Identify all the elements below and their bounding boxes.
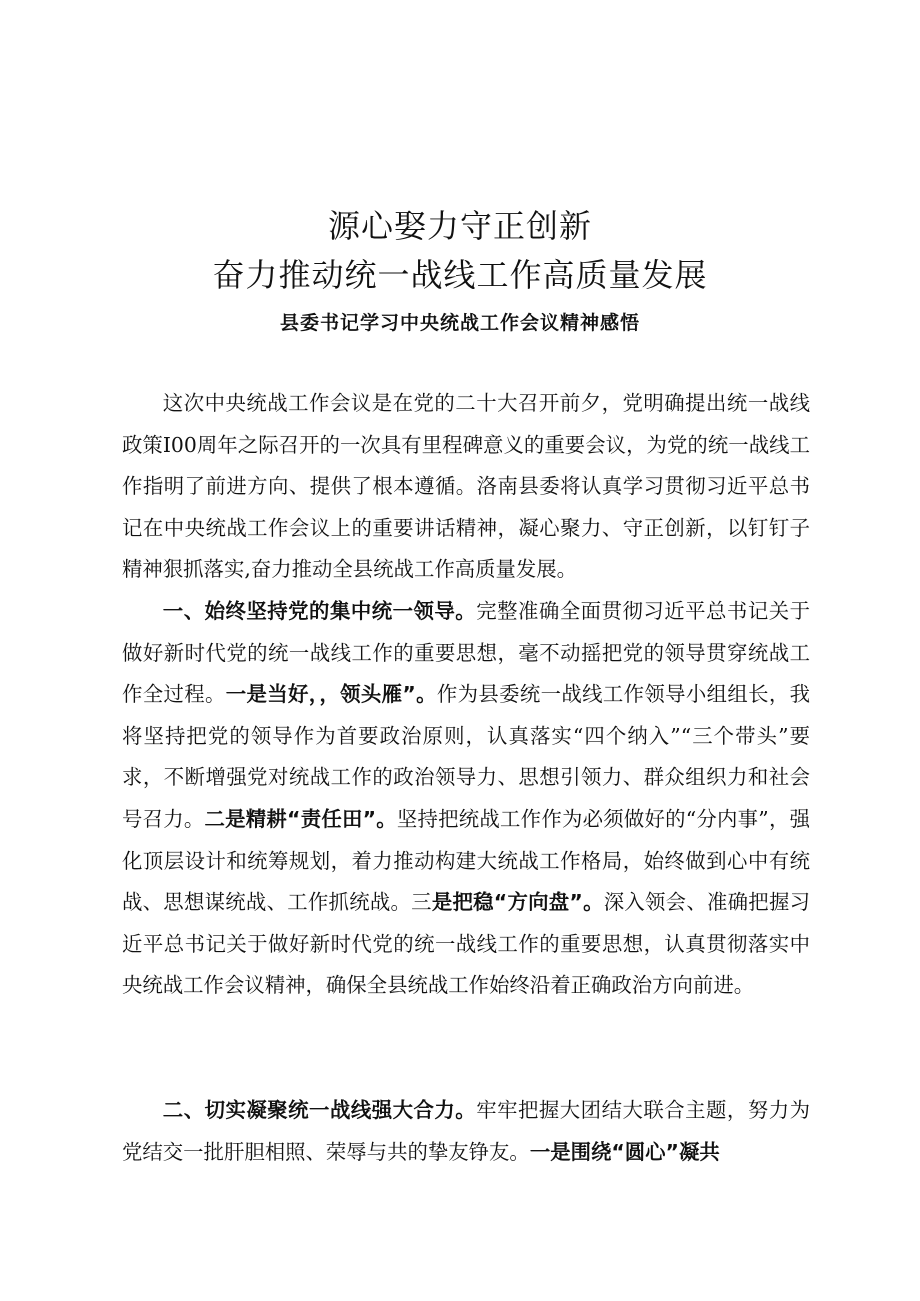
section-2-paragraph xyxy=(122,1090,810,1173)
title-line-2: 奋力推动统一战线工作高质量发展 xyxy=(212,256,708,294)
subtitle: 县委书记学习中央统战工作会议精神感悟 xyxy=(279,312,640,334)
intro-paragraph xyxy=(122,383,810,591)
section-1-point-3-heading: 是把稳“方向盘”。 xyxy=(431,890,604,915)
section-1-text xyxy=(122,591,810,1007)
section-2-text xyxy=(122,1090,810,1173)
section-2-point-1-heading: 一是围绕“圆心”凝共 xyxy=(529,1139,720,1164)
section-1-point-2-heading: 二是精耕“责任田”。 xyxy=(204,806,397,831)
section-2-text-1: 牢牢把握大团结大联合主题，努力为党结交一批肝胆相照、荣辱与共的挚友铮友。 xyxy=(122,1098,810,1164)
section-1-text-3: 坚持把统战工作作为必须做好的“分内事”，强化顶层设计和统筹规划，着力推动构建大统战工作格局，始终做到心中有统战、思想谋统战、工作抓统战。三 xyxy=(122,806,810,915)
section-2-heading: 二、切实凝聚统一战线强大合力。 xyxy=(162,1098,477,1122)
section-1-point-1-heading: 一是当好，，领头雁”。 xyxy=(225,682,437,707)
section-1-paragraph xyxy=(122,591,810,1007)
title-line-1: 源心娶力守正创新 xyxy=(327,207,592,245)
section-1-text-4: 深入领会、准确把握习近平总书记关于做好新时代党的统一战线工作的重要思想，认真贯彻落实中央统战工作会议精神，确保全县统战工作始终沿着正确政治方向前进。 xyxy=(122,890,810,998)
section-1-text-2: 作为县委统一战线工作领导小组组长，我将坚持把党的领导作为首要政治原则，认真落实“四个纳入”“三个带头”要求，不断增强党对统战工作的政治领导力、思想引领力、群众组织力和社会号召力。 xyxy=(122,682,811,831)
section-1-heading: 一、始终坚持党的集中统一领导。 xyxy=(162,599,477,623)
section-1-text-1: 完整准确全面贯彻习近平总书记关于做好新时代党的统一战线工作的重要思想，毫不动摇把党的领导贯穿统战工作全过程。 xyxy=(122,599,810,707)
intro-text: 这次中央统战工作会议是在党的二十大召开前夕，党明确提出统一战线政策I00周年之际召开的一次具有里程碑意义的重要会议，为党的统一战线工作指明了前进方向、提供了根本遵循。洛南县委将认真学习贯彻习近平总书记在中央统战工作会议上的重要讲话精神，凝心聚力、守正创新，以钉钉子精神狠抓落实,奋力推动全县统战工作高质量发展。 xyxy=(122,391,810,582)
